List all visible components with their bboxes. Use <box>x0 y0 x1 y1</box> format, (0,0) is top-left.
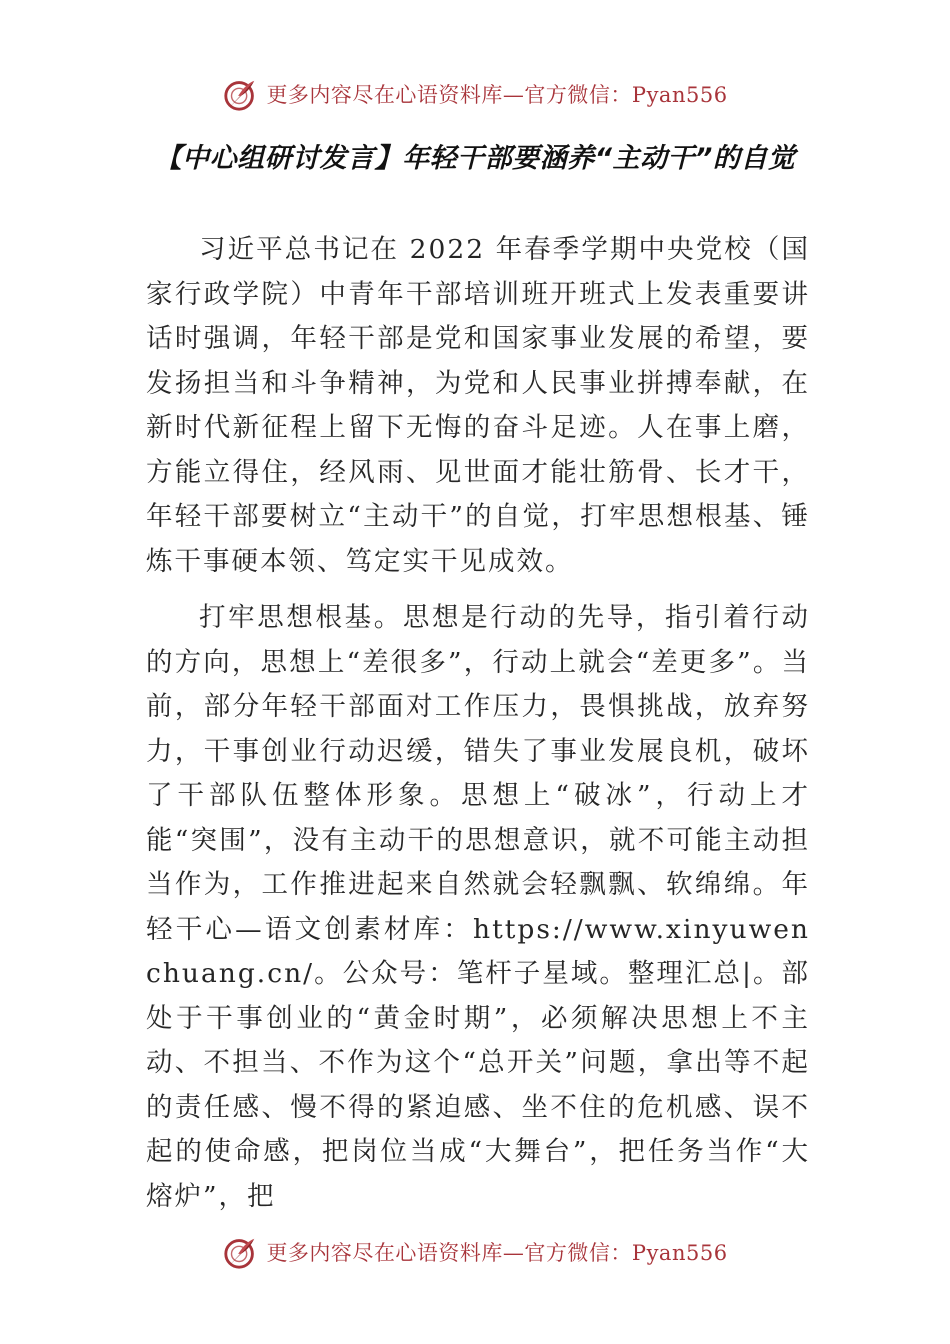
document-body <box>146 228 810 1219</box>
paragraph-1: 习近平总书记在 2022 年春季学期中央党校（国家行政学院）中青年干部培训班开班式上发表重要讲话时强调，年轻干部是党和国家事业发展的希望，要发扬担当和斗争精神，为党和人民事业拼搏奉献，在新时代新征程上留下无悔的奋斗足迹。人在事上磨，方能立得住，经风雨、见世面才能壮筋骨、长才干，年轻干部要树立“主动干”的自觉，打牢思想根基、锤炼干事硬本领、笃定实干见成效。 <box>146 234 810 577</box>
quill-pen-logo-icon <box>222 75 260 113</box>
header-banner <box>0 72 950 116</box>
paragraph-2: 打牢思想根基。思想是行动的先导，指引着行动的方向，思想上“差很多”，行动上就会“差更多”。当前，部分年轻干部面对工作压力，畏惧挑战，放弃努力，干事创业行动迟缓，错失了事业发展良机，破坏了干部队伍整体形象。思想上“破冰”，行动上才能“突围”，没有主动干的思想意识，就不可能主动担当作为，工作推进起来自然就会轻飘飘、软绵绵。年轻干心—语文创素材库：https://www.xinyuwenchuang.cn/。公众号：笔杆子星域。整理汇总|。部处于干事创业的“黄金时期”，必须解决思想上不主动、不担当、不作为这个“总开关”问题，拿出等不起的责任感、慢不得的紧迫感、坐不住的危机感、误不起的使命感，把岗位当成“大舞台”，把任务当作“大熔炉”，把 <box>146 602 810 1212</box>
document-title: 【中心组研讨发言】年轻干部要涵养“主动干”的自觉 <box>154 143 796 174</box>
footer-banner-text: 更多内容尽在心语资料库—官方微信：Pyan556 <box>266 1241 728 1265</box>
header-banner-text: 更多内容尽在心语资料库—官方微信：Pyan556 <box>266 83 728 107</box>
footer-banner <box>0 1230 950 1274</box>
quill-pen-logo-icon <box>222 1233 260 1271</box>
